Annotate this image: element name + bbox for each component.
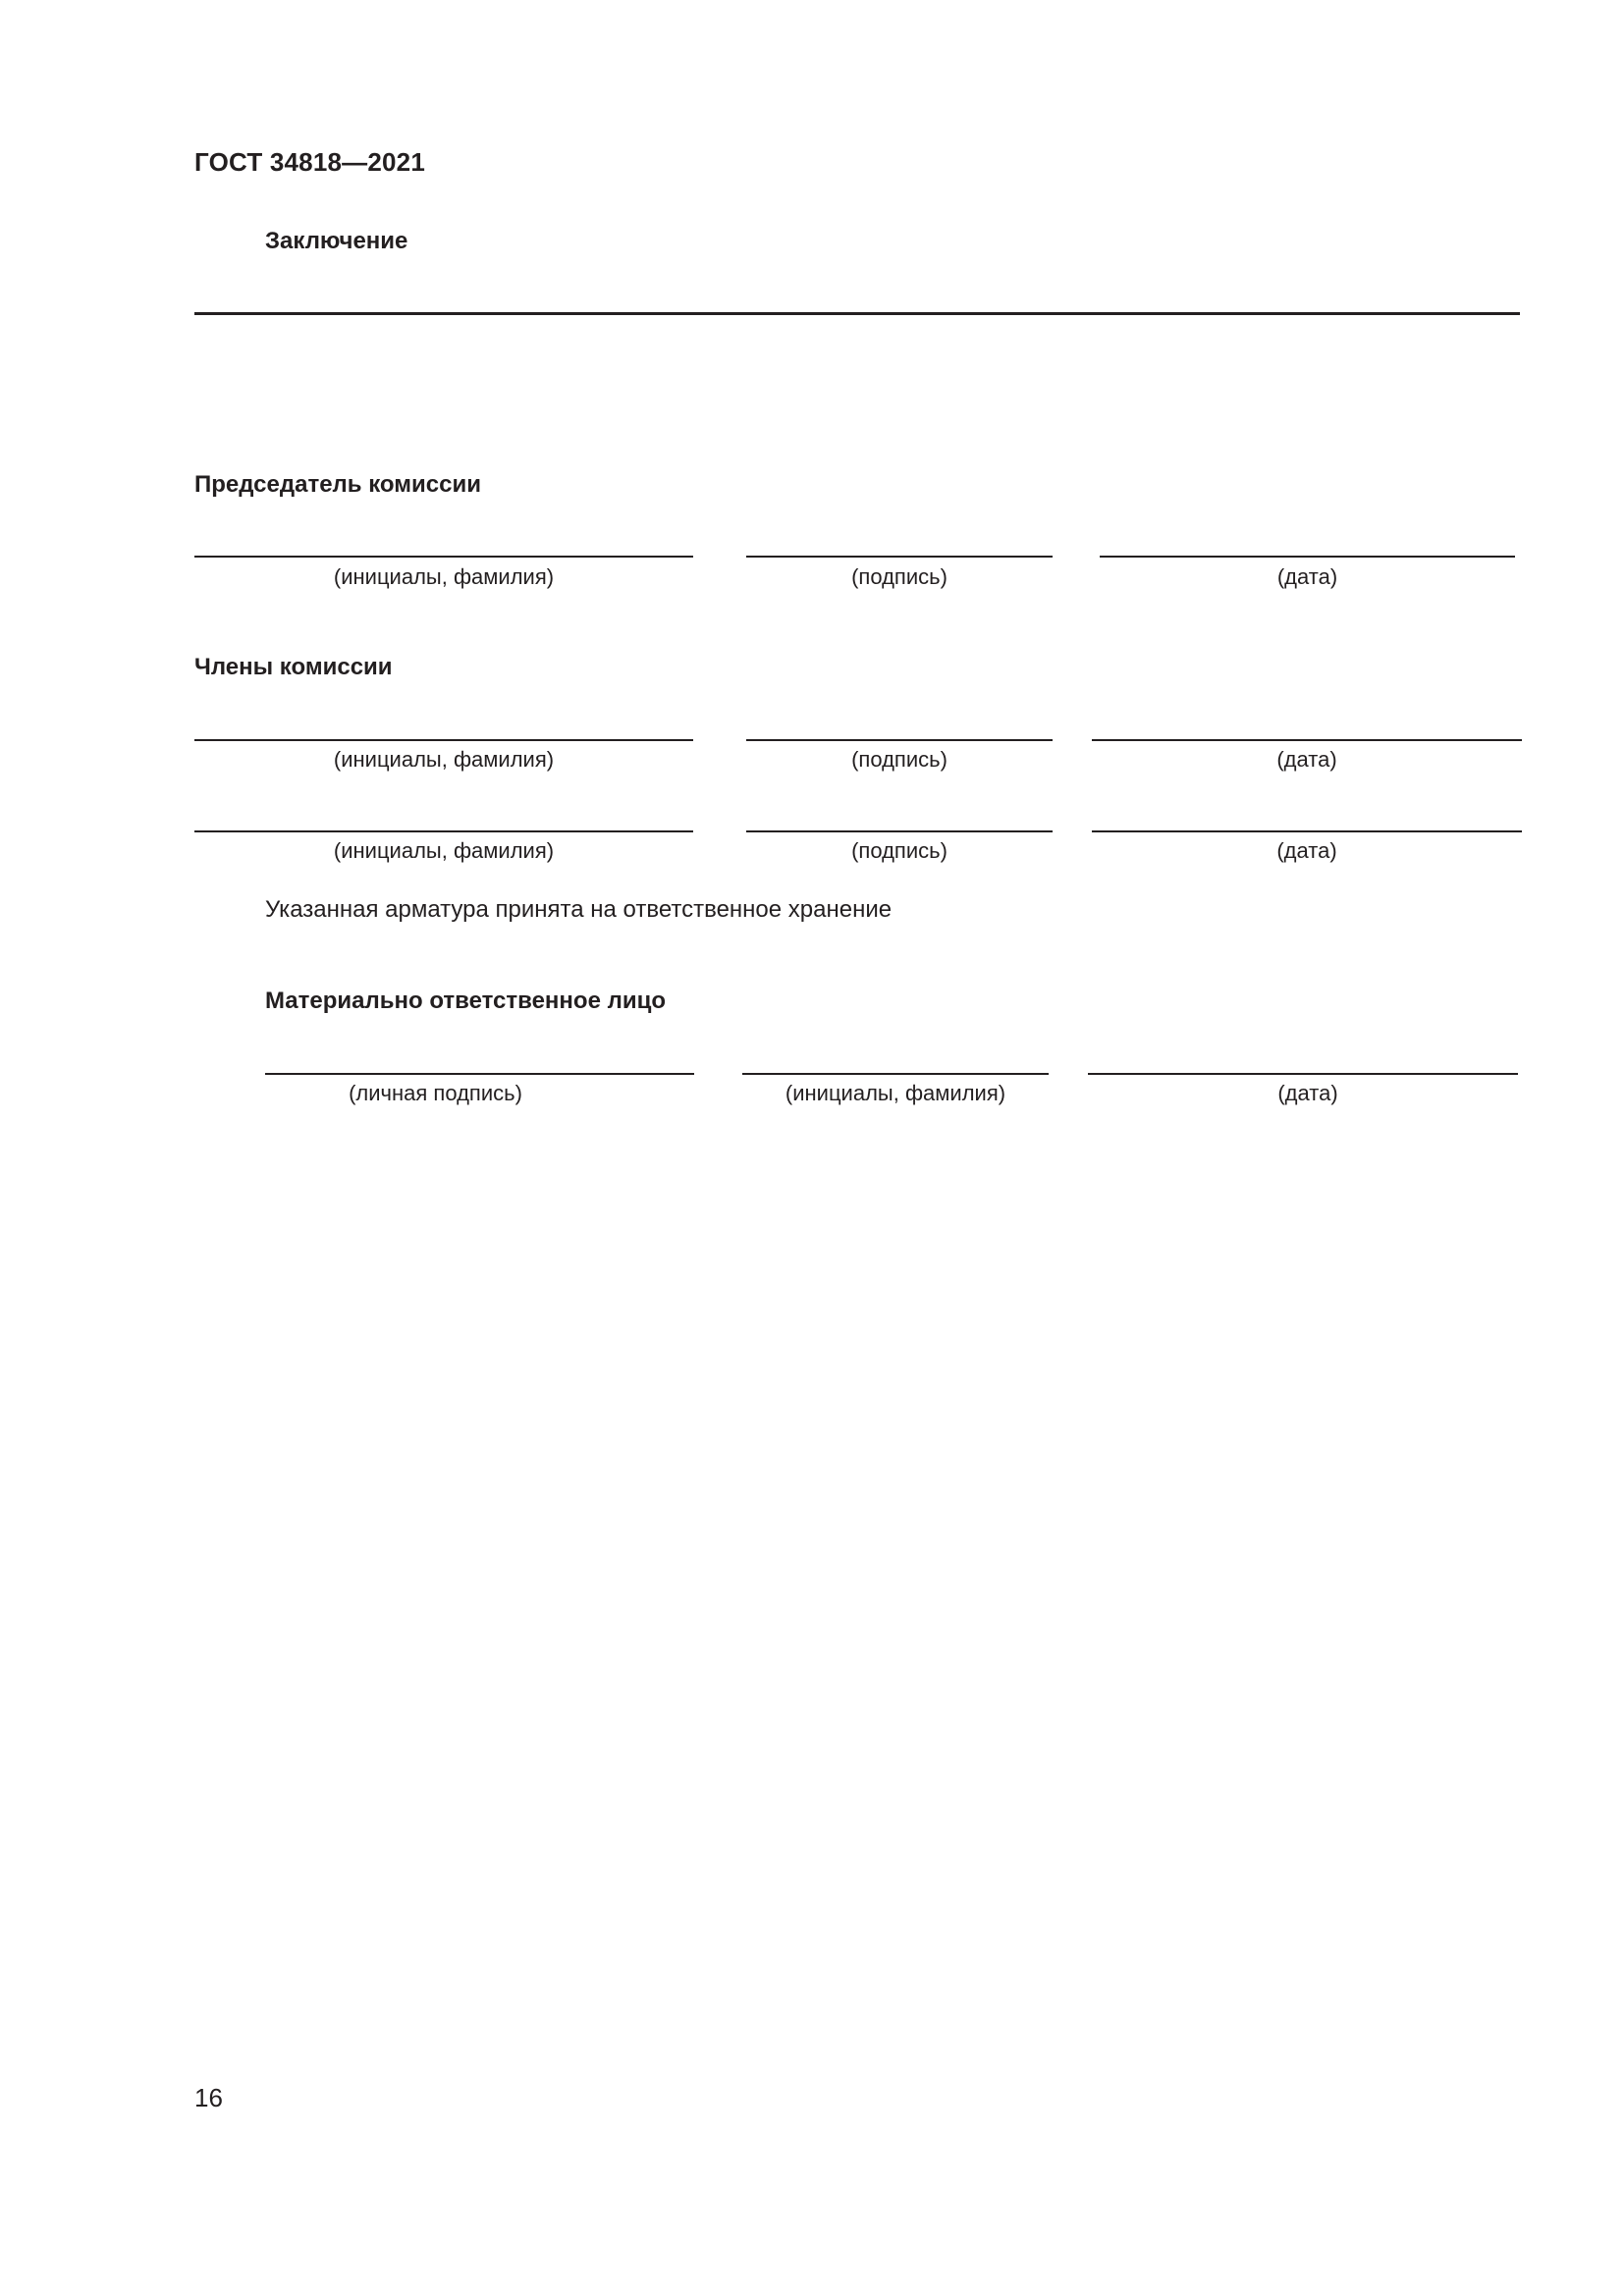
member-2-name-line[interactable]	[194, 830, 693, 832]
member-1-signature-caption: (подпись)	[851, 747, 947, 772]
responsible-title: Материально ответственное лицо	[265, 988, 667, 1014]
member-1-date-line[interactable]	[1092, 739, 1522, 741]
member-2-date-caption: (дата)	[1276, 838, 1337, 863]
chairman-signature-line[interactable]	[746, 556, 1053, 558]
responsible-date-line[interactable]	[1088, 1073, 1518, 1075]
chairman-title: Председатель комиссии	[194, 471, 481, 498]
responsible-name-line[interactable]	[742, 1073, 1049, 1075]
member-1-date-caption: (дата)	[1276, 747, 1337, 772]
member-1-name-caption: (инициалы, фамилия)	[333, 747, 555, 772]
responsible-name-caption: (инициалы, фамилия)	[785, 1081, 1006, 1105]
member-2-date-line[interactable]	[1092, 830, 1522, 832]
chairman-name-caption: (инициалы, фамилия)	[333, 564, 555, 589]
chairman-name-line[interactable]	[194, 556, 693, 558]
member-1-name-line[interactable]	[194, 739, 693, 741]
storage-note: Указанная арматура принята на ответственное хранение	[265, 896, 893, 923]
member-2-name-caption: (инициалы, фамилия)	[333, 838, 555, 863]
conclusion-line[interactable]	[194, 312, 1520, 315]
members-title: Члены комиссии	[194, 654, 393, 680]
member-2-signature-line[interactable]	[746, 830, 1053, 832]
member-1-signature-line[interactable]	[746, 739, 1053, 741]
page-number: 16	[194, 2083, 223, 2112]
chairman-signature-caption: (подпись)	[851, 564, 947, 589]
member-2-signature-caption: (подпись)	[851, 838, 947, 863]
conclusion-title: Заключение	[265, 228, 408, 254]
chairman-date-caption: (дата)	[1276, 564, 1338, 589]
responsible-signature-line[interactable]	[265, 1073, 694, 1075]
responsible-date-caption: (дата)	[1277, 1081, 1338, 1105]
document-header: ГОСТ 34818—2021	[194, 147, 425, 177]
responsible-signature-caption: (личная подпись)	[349, 1081, 522, 1105]
chairman-date-line[interactable]	[1100, 556, 1515, 558]
